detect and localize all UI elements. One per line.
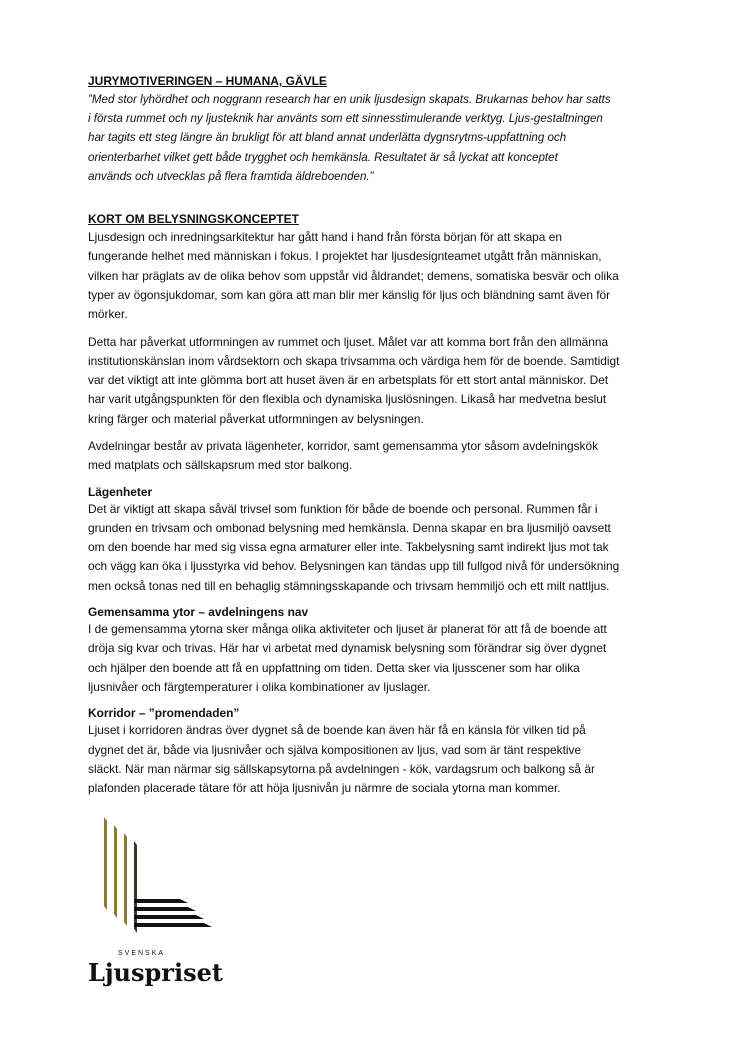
logo-ljuspriset-text: Ljuspriset <box>88 958 223 987</box>
common-areas-heading: Gemensamma ytor – avdelningens nav <box>88 605 309 620</box>
jury-line: i första rummet och ny ljusteknik har använts som ett sinnesstimulerande verktyg. Ljus-gestaltningen <box>88 112 603 126</box>
logo-stripe-2 <box>134 907 196 911</box>
corridor-paragraph <box>88 721 668 798</box>
logo-bar-1 <box>104 817 107 910</box>
text-line: I de gemensamma ytorna sker många olika aktiviteter och ljuset är planerat för att få de boende att <box>88 622 607 637</box>
jury-line: används och utvecklas på flera framtida äldreboenden.” <box>88 169 374 183</box>
logo-svenska-text: SVENSKA <box>118 950 166 957</box>
concept-paragraph-2 <box>88 333 668 429</box>
concept-heading: KORT OM BELYSNINGSKONCEPTET <box>88 212 299 227</box>
text-line: var det viktigt att inte glömma bort att huset även är en arbetsplats för ett stort antal människor. Det <box>88 373 609 388</box>
apartments-heading: Lägenheter <box>88 484 153 499</box>
text-line: typer av ögonsjukdomar, som kan göra att man blir mer känslig för ljus och bländning samt även för <box>88 287 611 302</box>
text-line: dröja sig kvar och trivas. Här har vi arbetat med dynamisk belysning som förändrar sig över dygnet <box>88 641 607 656</box>
jury-line: orienterbarhet vilket gett både trygghet och hemkänsla. Resultatet är så lyckat att konceptet <box>88 150 558 164</box>
text-line: Detta har påverkat utformningen av rummet och ljuset. Målet var att komma bort från den allmänna <box>88 334 609 349</box>
text-line: Ljuset i korridoren ändras över dygnet så de boende kan även här få en känsla för vilken tid på <box>88 723 586 738</box>
text-line: om den boende har med sig vissa egna armaturer eller inte. Takbelysning samt indirekt ljus mot tak <box>88 540 609 555</box>
text-line: grunden en trivsam och ombonad belysning med hemkänsla. Denna skapar en bra ljusmiljö oavsett <box>88 520 611 535</box>
text-line: kring färger och material påverkat utformningen av belysningen. <box>88 411 424 426</box>
text-line: och vägg kan öka i ljusstyrka vid behov. Belysningen kan tändas upp till fullgod nivå för undersökning <box>88 559 620 574</box>
text-line: Det är viktigt att skapa såväl trivsel som funktion för både de boende och personal. Rummen får i <box>88 501 598 516</box>
text-line: släckt. När man närmar sig sällskapsytorna på avdelningen - kök, vardagsrum och balkong så är <box>88 761 595 776</box>
common-areas-paragraph <box>88 620 668 697</box>
logo-stripe-3 <box>134 915 204 919</box>
text-line: med matplats och sällskapsrum med stor balkong. <box>88 458 353 473</box>
logo-stripe-4 <box>134 923 212 927</box>
text-line: mörker. <box>88 307 128 322</box>
text-line: har varit utgångspunkten för den flexibla och dynamiska ljuslösningen. Likaså har medvetna beslut <box>88 392 607 407</box>
jury-line: ”Med stor lyhördhet och noggrann research har en unik ljusdesign skapats. Brukarnas behov har satts <box>88 93 611 106</box>
apartments-paragraph <box>88 500 668 596</box>
logo-bar-4 <box>134 841 137 933</box>
logo-bar-3 <box>124 833 127 926</box>
jury-quote <box>88 90 668 186</box>
text-line: institutionskänslan inom vårdsektorn och skapa trivsamma och värdiga hem för de boende. Samtidigt <box>88 353 620 368</box>
concept-paragraph-1 <box>88 228 668 324</box>
concept-paragraph-3 <box>88 437 668 476</box>
text-line: men också tonas ned till en behaglig stämningsskapande och trivsam hemmiljö och ett milt nattljus. <box>88 578 610 593</box>
text-line: plafonden placerade tätare för att höja ljusnivån ju närmre de sociala ytorna man kommer. <box>88 781 561 796</box>
text-line: fungerande helhet med människan i fokus. I projektet har ljusdesignteamet utgått från människan, <box>88 249 602 264</box>
text-line: och hjälper den boende att få en uppfattning om tiden. Detta sker via ljusscener som har olika <box>88 660 580 675</box>
logo-bar-2 <box>114 825 117 918</box>
jury-line: har tagits ett steg längre än brukligt för att bland annat underlätta dygnsrytms-uppfattning och <box>88 131 567 145</box>
text-line: ljusnivåer och färgtemperaturer i olika kombinationer av ljuslager. <box>88 679 431 694</box>
jury-heading: JURYMOTIVERINGEN – HUMANA, GÄVLE <box>88 74 327 88</box>
text-line: vilken har präglats av de olika behov som uppstår vid åldrandet; demens, somatiska besvär och olika <box>88 268 619 283</box>
text-line: Avdelningar består av privata lägenheter, korridor, samt gemensamma ytor såsom avdelningskök <box>88 438 599 453</box>
document-page <box>88 72 668 806</box>
text-line: dygnet det är, både via ljusnivåer och själva kompositionen av ljus, vad som är tänt respektive <box>88 742 582 757</box>
logo-stripe-1 <box>134 899 188 903</box>
text-line: Ljusdesign och inredningsarkitektur har gått hand i hand från första början för att skapa en <box>88 230 562 245</box>
corridor-heading: Korridor – ”promendaden” <box>88 706 240 721</box>
